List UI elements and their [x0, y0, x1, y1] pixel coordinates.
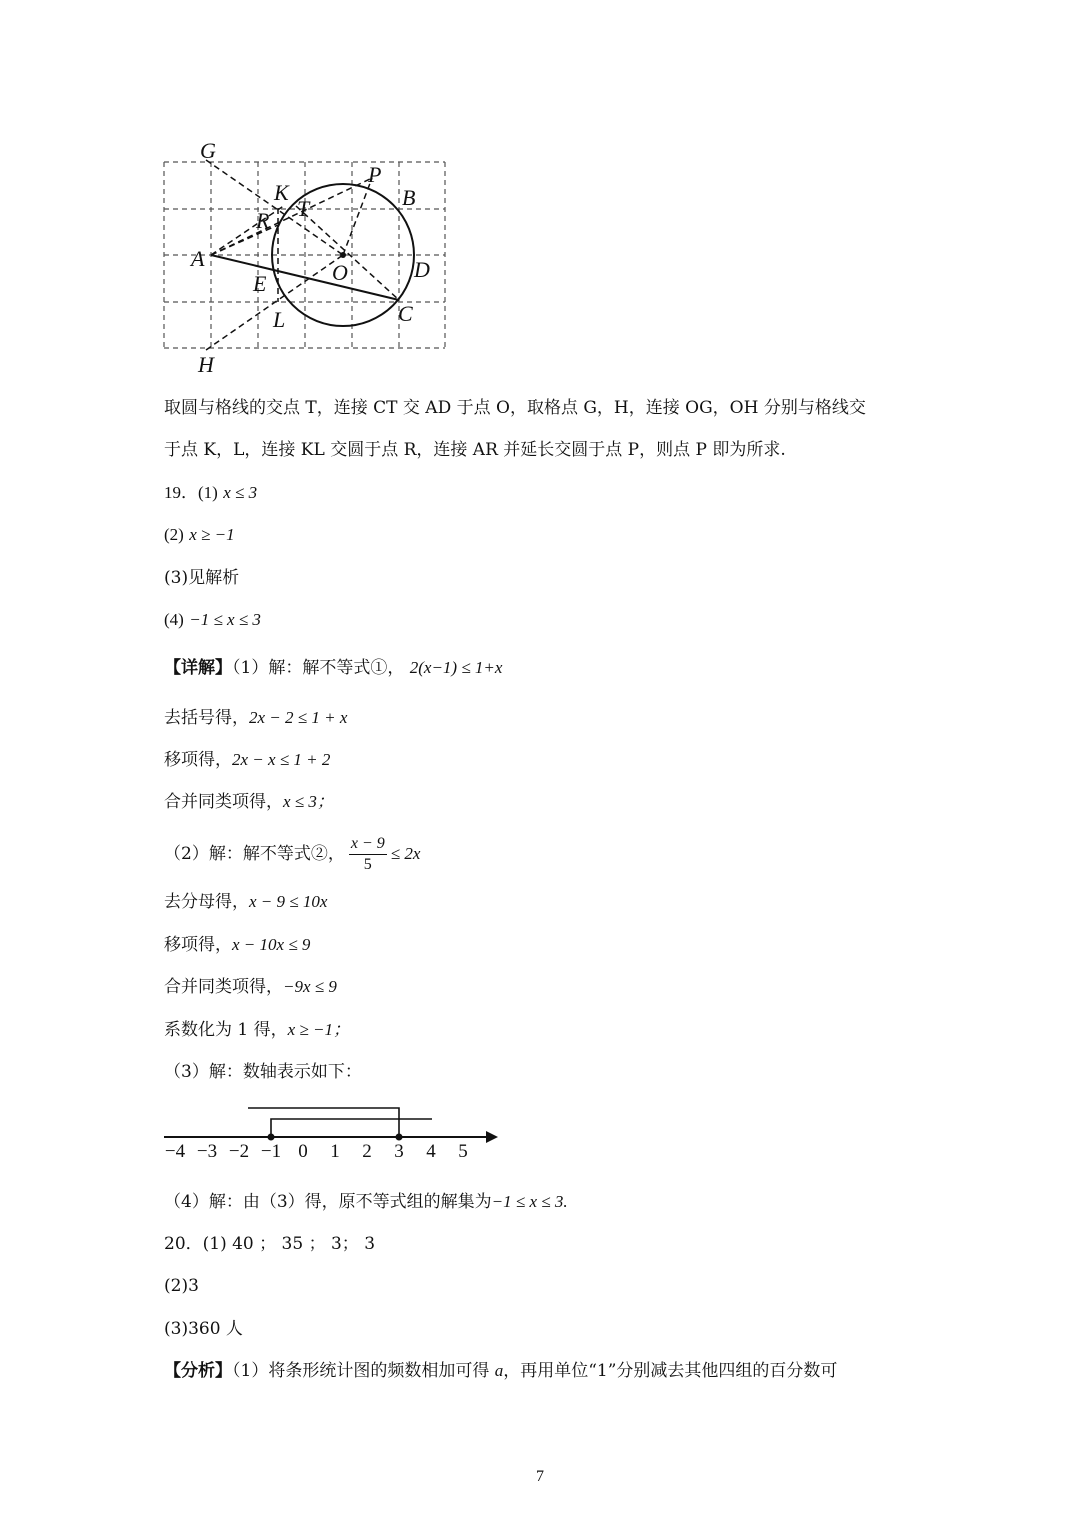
analysis-tag: 【分析】 [164, 1361, 232, 1381]
construction-line-2: 于点 K，L，连接 KL 交圆于点 R，连接 AR 并延长交圆于点 P，则点 P 即为所求. [164, 440, 786, 460]
tick-label: 5 [458, 1141, 468, 1162]
tick-label: 4 [426, 1141, 436, 1162]
analysis-pre: （1）将条形统计图的频数相加可得 [232, 1361, 495, 1381]
number-line-arrow [486, 1131, 498, 1143]
point-o [340, 252, 346, 258]
q19-step-7 [164, 1018, 350, 1042]
q19-answer-4-expr: −1 ≤ x ≤ 3 [189, 610, 261, 629]
detail-expr: 2(x−1) ≤ 1+x [409, 658, 503, 677]
step-3-label: 合并同类项得， [164, 792, 283, 812]
step-6-label: 合并同类项得， [164, 977, 283, 997]
fraction-denominator: 5 [363, 856, 372, 873]
analysis-var: a [494, 1361, 504, 1380]
point-3 [396, 1134, 403, 1141]
label-d: D [414, 257, 430, 282]
part-2-rhs: ≤ 2x [390, 844, 421, 863]
geometry-figure [150, 130, 460, 380]
q19-step-2 [164, 748, 330, 772]
tick-label: −4 [164, 1141, 186, 1162]
step-5-label: 移项得， [164, 935, 232, 955]
label-r: R [256, 208, 270, 233]
tick-label: 2 [362, 1141, 372, 1162]
label-a: A [191, 246, 205, 271]
q19-answer-1-expr: x ≤ 3 [223, 483, 258, 502]
q19-answer-4 [164, 608, 261, 632]
q20-analysis [164, 1359, 837, 1383]
q19-step-5 [164, 933, 310, 957]
step-4-label: 去分母得， [164, 892, 249, 912]
step-7-label: 系数化为 1 得， [164, 1020, 288, 1040]
detail-text: （1）解：解不等式①， [232, 658, 405, 678]
solution-x-ge-neg1 [271, 1119, 432, 1137]
q19-part-2 [164, 832, 420, 876]
q19-step-6 [164, 975, 337, 999]
number-line [155, 1095, 515, 1167]
part-4-text: （4）解：由（3）得，原不等式组的解集为 [164, 1192, 492, 1212]
label-t: T [297, 196, 310, 221]
step-3-expr: x ≤ 3； [283, 792, 334, 811]
label-h: H [198, 352, 214, 377]
label-o: O [332, 260, 348, 285]
label-e: E [253, 271, 267, 296]
q19-step-4 [164, 890, 327, 914]
step-5-expr: x − 10x ≤ 9 [232, 935, 311, 954]
q19-part-4 [164, 1190, 568, 1214]
q20-answer-1: 20．(1) 40 ； 35 ； 3； 3 [164, 1234, 376, 1254]
step-1-label: 去括号得， [164, 708, 249, 728]
q19-step-3 [164, 790, 334, 814]
q19-part-3: （3）解：数轴表示如下： [164, 1062, 362, 1082]
q20-answer-2: (2)3 [164, 1276, 199, 1296]
q19-answer-3: (3)见解析 [164, 568, 240, 588]
step-2-expr: 2x − x ≤ 1 + 2 [232, 750, 331, 769]
detail-tag: 【详解】 [164, 658, 232, 678]
construction-line-1: 取圆与格线的交点 T，连接 CT 交 AD 于点 O，取格点 G，H，连接 OG，OH 分别与格线交 [164, 398, 866, 418]
fraction-numerator: x − 9 [349, 834, 387, 855]
tick-label: −2 [228, 1141, 250, 1162]
q19-answer-4-label: (4) [164, 610, 184, 629]
part-2-text: （2）解：解不等式②， [164, 844, 345, 864]
page-number: 7 [536, 1468, 544, 1485]
q19-answer-2-expr: x ≥ −1 [189, 525, 235, 544]
tick-label: −1 [260, 1141, 282, 1162]
tick-label: 3 [394, 1141, 404, 1162]
step-1-expr: 2x − 2 ≤ 1 + x [249, 708, 348, 727]
step-2-label: 移项得， [164, 750, 232, 770]
part-4-expr: −1 ≤ x ≤ 3. [491, 1192, 568, 1211]
label-k: K [274, 180, 289, 205]
q20-answer-3: (3)360 人 [164, 1319, 243, 1339]
label-l: L [273, 307, 286, 332]
fraction [349, 834, 387, 875]
tick-label: 0 [298, 1141, 308, 1162]
analysis-post: ，再用单位“1”分别减去其他四组的百分数可 [503, 1361, 838, 1381]
label-g: G [200, 138, 216, 163]
point-neg1 [268, 1134, 275, 1141]
tick-label: 1 [330, 1141, 340, 1162]
q19-answer-2-label: (2) [164, 525, 184, 544]
q19-answer-1 [164, 481, 257, 505]
step-6-expr: −9x ≤ 9 [283, 977, 337, 996]
label-c: C [398, 301, 413, 326]
q19-answer-2 [164, 523, 235, 547]
q19-answer-1-label: 19．(1) [164, 483, 218, 502]
q19-step-1 [164, 706, 347, 730]
step-4-expr: x − 9 ≤ 10x [249, 892, 328, 911]
step-7-expr: x ≥ −1； [287, 1020, 350, 1039]
tick-label: −3 [196, 1141, 218, 1162]
q19-detail-heading [164, 656, 502, 680]
label-b: B [402, 185, 416, 210]
label-p: P [368, 162, 382, 187]
